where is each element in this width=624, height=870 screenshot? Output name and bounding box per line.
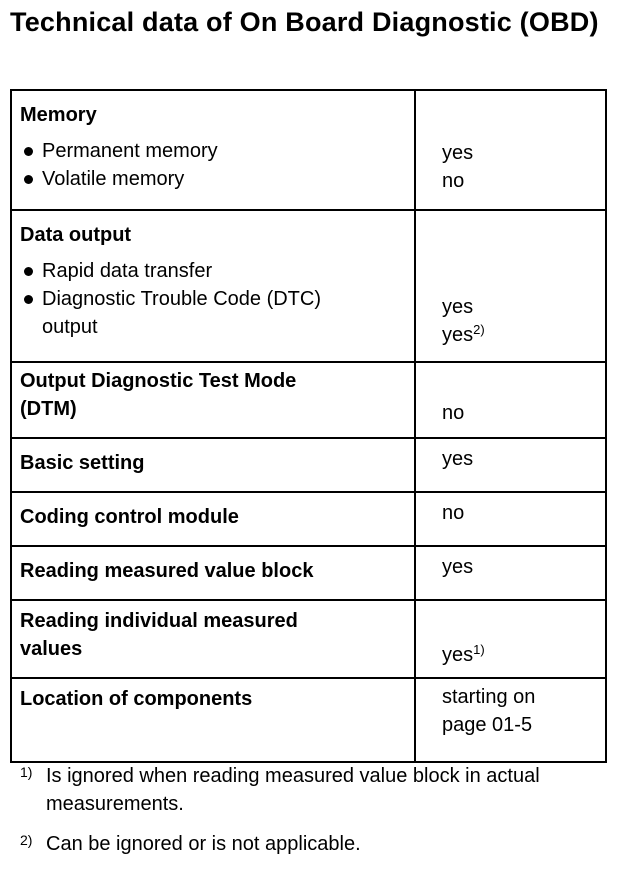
row-value-cell [416,679,605,761]
row-label-cell [12,211,416,361]
row-value: page 01-5 [442,714,533,736]
footnote-2 [20,830,610,858]
row-heading: Location of components [20,688,253,710]
row-label-cell [12,547,416,599]
row-value: yes [442,448,474,470]
row-heading: values [20,638,83,660]
list-item: Rapid data transfer [20,257,406,285]
footnote-mark: 2) [20,832,33,848]
row-value: yes [442,142,474,164]
footnotes [20,762,610,870]
footnote-text: Is ignored when reading measured value block in actual measurements. [46,765,540,815]
row-heading: Output Diagnostic Test Mode [20,370,297,392]
list-item: Volatile memory [20,165,406,193]
row-value-cell [416,363,605,437]
row-value: starting on [442,686,536,708]
footnote-mark: 1) [20,764,33,780]
row-heading: Basic setting [20,452,145,474]
row-value-cell [416,439,605,491]
row-heading: (DTM) [20,398,77,420]
table-row-basic-setting [12,437,605,491]
row-heading: Coding control module [20,506,239,528]
row-heading: Reading individual measured [20,610,298,632]
table-row-data-output [12,209,605,361]
page-title: Technical data of On Board Diagnostic (OBD) [10,7,599,37]
row-value: yes [442,644,474,666]
obd-data-table [10,89,607,763]
footnote-text: Can be ignored or is not applicable. [46,833,361,855]
row-value-cell [416,211,605,361]
row-heading: Data output [20,224,132,246]
row-heading: Reading measured value block [20,560,314,582]
row-value: no [442,502,465,524]
row-label-cell [12,601,416,677]
table-row-individual-measured-values [12,599,605,677]
table-row-coding-control-module [12,491,605,545]
table-row-memory [12,91,605,209]
row-label-cell [12,679,416,761]
list-item: Permanent memory [20,137,406,165]
row-label-cell [12,91,416,209]
footnote-1 [20,762,610,818]
row-value-with-note [442,321,597,349]
footnote-ref: 2) [473,322,485,337]
table-row-dtm [12,361,605,437]
footnote-ref: 1) [473,642,485,657]
list-item-continuation: output [42,316,98,338]
row-value-cell [416,493,605,545]
row-value-cell [416,601,605,677]
row-label-cell [12,493,416,545]
row-value-cell [416,547,605,599]
list-item: Diagnostic Trouble Code (DTC) [20,285,406,313]
row-value: no [442,170,465,192]
row-value-cell [416,91,605,209]
row-value: yes [442,296,474,318]
table-row-measured-value-block [12,545,605,599]
row-label-cell [12,439,416,491]
row-value-with-note [442,641,597,669]
row-label-cell [12,363,416,437]
table-row-location-of-components [12,677,605,761]
row-value: no [442,402,465,424]
row-value: yes [442,556,474,578]
row-heading: Memory [20,104,97,126]
row-value: yes [442,324,474,346]
